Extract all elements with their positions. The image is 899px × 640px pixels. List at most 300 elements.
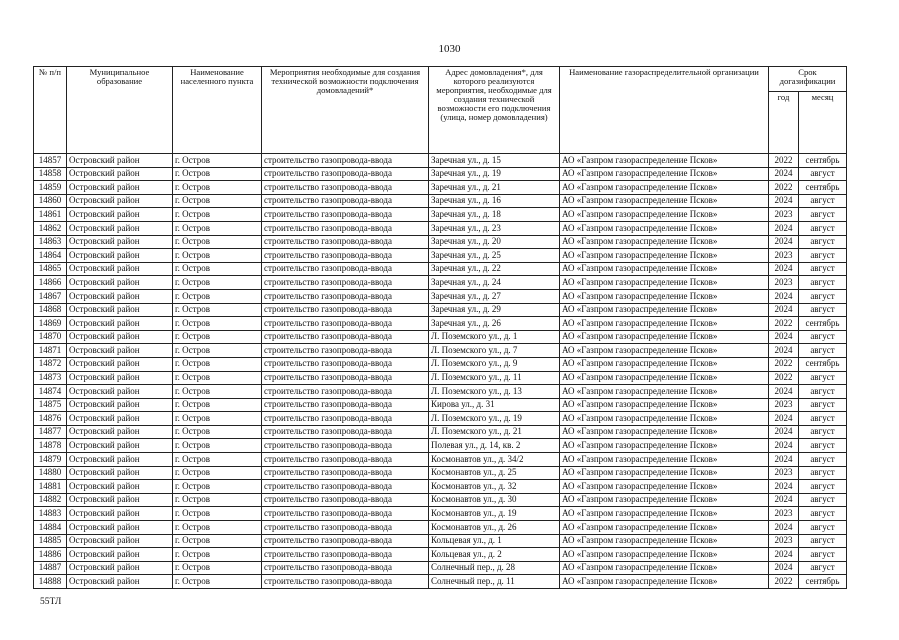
cell-month: август: [799, 412, 847, 426]
cell-municipality: Островский район: [67, 548, 173, 562]
table-row: [34, 208, 847, 222]
cell-municipality: Островский район: [67, 221, 173, 235]
cell-municipality: Островский район: [67, 208, 173, 222]
cell-month: август: [799, 208, 847, 222]
header-address: Адрес домовладения*, для которого реализуются мероприятия, необходимые для создания технической возможности его подключения (улица, номер домовладения): [429, 67, 560, 154]
cell-month: август: [799, 439, 847, 453]
cell-settlement: г. Остров: [173, 344, 262, 358]
cell-municipality: Островский район: [67, 276, 173, 290]
cell-month: август: [799, 466, 847, 480]
table-row: [34, 439, 847, 453]
cell-municipality: Островский район: [67, 398, 173, 412]
cell-municipality: Островский район: [67, 167, 173, 181]
cell-num: 14888: [34, 575, 67, 589]
cell-settlement: г. Остров: [173, 493, 262, 507]
cell-organization: АО «Газпром газораспределение Псков»: [560, 561, 769, 575]
cell-address: Заречная ул., д. 18: [429, 208, 560, 222]
cell-settlement: г. Остров: [173, 534, 262, 548]
table-row: [34, 548, 847, 562]
cell-measure: строительство газопровода-ввода: [262, 154, 429, 168]
cell-num: 14877: [34, 425, 67, 439]
cell-measure: строительство газопровода-ввода: [262, 371, 429, 385]
header-municipality: Муниципальное образование: [67, 67, 173, 154]
cell-year: 2024: [769, 412, 799, 426]
cell-settlement: г. Остров: [173, 330, 262, 344]
cell-year: 2024: [769, 194, 799, 208]
cell-organization: АО «Газпром газораспределение Псков»: [560, 344, 769, 358]
cell-municipality: Островский район: [67, 317, 173, 331]
cell-year: 2022: [769, 317, 799, 331]
cell-measure: строительство газопровода-ввода: [262, 262, 429, 276]
cell-address: Заречная ул., д. 25: [429, 249, 560, 263]
cell-month: август: [799, 507, 847, 521]
cell-year: 2024: [769, 521, 799, 535]
cell-num: 14859: [34, 181, 67, 195]
cell-year: 2023: [769, 507, 799, 521]
cell-num: 14873: [34, 371, 67, 385]
cell-municipality: Островский район: [67, 371, 173, 385]
cell-year: 2024: [769, 262, 799, 276]
cell-measure: строительство газопровода-ввода: [262, 344, 429, 358]
cell-month: август: [799, 344, 847, 358]
table-row: [34, 289, 847, 303]
cell-address: Заречная ул., д. 23: [429, 221, 560, 235]
cell-month: август: [799, 303, 847, 317]
header-organization: Наименование газораспределительной организации: [560, 67, 769, 154]
cell-settlement: г. Остров: [173, 154, 262, 168]
cell-organization: АО «Газпром газораспределение Псков»: [560, 330, 769, 344]
cell-organization: АО «Газпром газораспределение Псков»: [560, 317, 769, 331]
cell-organization: АО «Газпром газораспределение Псков»: [560, 276, 769, 290]
cell-num: 14865: [34, 262, 67, 276]
cell-num: 14886: [34, 548, 67, 562]
cell-municipality: Островский район: [67, 480, 173, 494]
cell-organization: АО «Газпром газораспределение Псков»: [560, 249, 769, 263]
cell-year: 2024: [769, 303, 799, 317]
cell-address: Л. Поземского ул., д. 1: [429, 330, 560, 344]
table-row: [34, 480, 847, 494]
cell-year: 2022: [769, 154, 799, 168]
cell-month: август: [799, 480, 847, 494]
cell-settlement: г. Остров: [173, 371, 262, 385]
cell-municipality: Островский район: [67, 507, 173, 521]
cell-address: Космонавтов ул., д. 34/2: [429, 453, 560, 467]
cell-num: 14884: [34, 521, 67, 535]
cell-num: 14879: [34, 453, 67, 467]
cell-num: 14868: [34, 303, 67, 317]
cell-num: 14885: [34, 534, 67, 548]
cell-settlement: г. Остров: [173, 289, 262, 303]
cell-organization: АО «Газпром газораспределение Псков»: [560, 235, 769, 249]
cell-month: август: [799, 235, 847, 249]
cell-municipality: Островский район: [67, 330, 173, 344]
document-code: 55ТЛ: [40, 597, 62, 607]
cell-municipality: Островский район: [67, 194, 173, 208]
cell-organization: АО «Газпром газораспределение Псков»: [560, 167, 769, 181]
table-row: [34, 194, 847, 208]
cell-num: 14864: [34, 249, 67, 263]
cell-address: Кирова ул., д. 31: [429, 398, 560, 412]
table-row: [34, 371, 847, 385]
cell-organization: АО «Газпром газораспределение Псков»: [560, 534, 769, 548]
cell-organization: АО «Газпром газораспределение Псков»: [560, 548, 769, 562]
cell-measure: строительство газопровода-ввода: [262, 289, 429, 303]
cell-municipality: Островский район: [67, 154, 173, 168]
cell-address: Заречная ул., д. 22: [429, 262, 560, 276]
cell-municipality: Островский район: [67, 412, 173, 426]
header-year: год: [769, 92, 799, 154]
cell-address: Полевая ул., д. 14, кв. 2: [429, 439, 560, 453]
header-month: месяц: [799, 92, 847, 154]
cell-num: 14869: [34, 317, 67, 331]
cell-measure: строительство газопровода-ввода: [262, 221, 429, 235]
cell-address: Солнечный пер., д. 28: [429, 561, 560, 575]
cell-year: 2022: [769, 575, 799, 589]
table-row: [34, 167, 847, 181]
cell-month: август: [799, 262, 847, 276]
cell-measure: строительство газопровода-ввода: [262, 357, 429, 371]
cell-organization: АО «Газпром газораспределение Псков»: [560, 289, 769, 303]
cell-year: 2024: [769, 439, 799, 453]
table-row: [34, 385, 847, 399]
cell-month: август: [799, 561, 847, 575]
cell-year: 2023: [769, 534, 799, 548]
cell-num: 14878: [34, 439, 67, 453]
cell-organization: АО «Газпром газораспределение Псков»: [560, 493, 769, 507]
cell-measure: строительство газопровода-ввода: [262, 425, 429, 439]
cell-measure: строительство газопровода-ввода: [262, 507, 429, 521]
cell-year: 2024: [769, 548, 799, 562]
cell-settlement: г. Остров: [173, 480, 262, 494]
header-settlement: Наименование населенного пункта: [173, 67, 262, 154]
cell-measure: строительство газопровода-ввода: [262, 385, 429, 399]
cell-year: 2023: [769, 276, 799, 290]
table-row: [34, 507, 847, 521]
cell-municipality: Островский район: [67, 249, 173, 263]
cell-num: 14870: [34, 330, 67, 344]
cell-address: Л. Поземского ул., д. 13: [429, 385, 560, 399]
cell-year: 2024: [769, 425, 799, 439]
cell-month: август: [799, 371, 847, 385]
cell-settlement: г. Остров: [173, 507, 262, 521]
table-row: [34, 262, 847, 276]
cell-organization: АО «Газпром газораспределение Псков»: [560, 371, 769, 385]
cell-address: Л. Поземского ул., д. 7: [429, 344, 560, 358]
cell-address: Заречная ул., д. 15: [429, 154, 560, 168]
table-body: [34, 154, 847, 589]
cell-measure: строительство газопровода-ввода: [262, 480, 429, 494]
table-row: [34, 181, 847, 195]
cell-settlement: г. Остров: [173, 412, 262, 426]
table-row: [34, 534, 847, 548]
cell-address: Л. Поземского ул., д. 21: [429, 425, 560, 439]
cell-num: 14874: [34, 385, 67, 399]
cell-month: сентябрь: [799, 357, 847, 371]
cell-organization: АО «Газпром газораспределение Псков»: [560, 480, 769, 494]
cell-organization: АО «Газпром газораспределение Псков»: [560, 194, 769, 208]
cell-year: 2024: [769, 561, 799, 575]
cell-settlement: г. Остров: [173, 208, 262, 222]
cell-year: 2022: [769, 357, 799, 371]
cell-municipality: Островский район: [67, 561, 173, 575]
cell-month: сентябрь: [799, 575, 847, 589]
table-row: [34, 303, 847, 317]
header-num: № п/п: [34, 67, 67, 154]
cell-year: 2023: [769, 466, 799, 480]
cell-measure: строительство газопровода-ввода: [262, 194, 429, 208]
table-row: [34, 221, 847, 235]
cell-num: 14860: [34, 194, 67, 208]
cell-year: 2024: [769, 344, 799, 358]
cell-settlement: г. Остров: [173, 181, 262, 195]
cell-organization: АО «Газпром газораспределение Псков»: [560, 439, 769, 453]
cell-month: август: [799, 425, 847, 439]
cell-address: Заречная ул., д. 21: [429, 181, 560, 195]
cell-settlement: г. Остров: [173, 425, 262, 439]
cell-settlement: г. Остров: [173, 262, 262, 276]
table-row: [34, 344, 847, 358]
cell-num: 14867: [34, 289, 67, 303]
cell-municipality: Островский район: [67, 344, 173, 358]
cell-address: Солнечный пер., д. 11: [429, 575, 560, 589]
cell-measure: строительство газопровода-ввода: [262, 398, 429, 412]
cell-organization: АО «Газпром газораспределение Псков»: [560, 303, 769, 317]
cell-municipality: Островский район: [67, 466, 173, 480]
cell-municipality: Островский район: [67, 303, 173, 317]
cell-organization: АО «Газпром газораспределение Псков»: [560, 208, 769, 222]
cell-settlement: г. Остров: [173, 453, 262, 467]
cell-municipality: Островский район: [67, 493, 173, 507]
table-row: [34, 453, 847, 467]
cell-month: сентябрь: [799, 181, 847, 195]
cell-year: 2024: [769, 289, 799, 303]
table-row: [34, 154, 847, 168]
cell-measure: строительство газопровода-ввода: [262, 276, 429, 290]
cell-year: 2023: [769, 398, 799, 412]
cell-num: 14857: [34, 154, 67, 168]
cell-municipality: Островский район: [67, 521, 173, 535]
cell-address: Космонавтов ул., д. 30: [429, 493, 560, 507]
cell-month: август: [799, 521, 847, 535]
cell-address: Заречная ул., д. 16: [429, 194, 560, 208]
cell-measure: строительство газопровода-ввода: [262, 453, 429, 467]
table-row: [34, 575, 847, 589]
cell-month: август: [799, 330, 847, 344]
cell-num: 14876: [34, 412, 67, 426]
table-row: [34, 466, 847, 480]
cell-municipality: Островский район: [67, 289, 173, 303]
cell-organization: АО «Газпром газораспределение Псков»: [560, 221, 769, 235]
cell-year: 2023: [769, 208, 799, 222]
cell-address: Заречная ул., д. 19: [429, 167, 560, 181]
cell-address: Космонавтов ул., д. 32: [429, 480, 560, 494]
table-row: [34, 412, 847, 426]
cell-organization: АО «Газпром газораспределение Псков»: [560, 181, 769, 195]
cell-month: август: [799, 167, 847, 181]
cell-settlement: г. Остров: [173, 303, 262, 317]
cell-settlement: г. Остров: [173, 575, 262, 589]
cell-measure: строительство газопровода-ввода: [262, 249, 429, 263]
cell-measure: строительство газопровода-ввода: [262, 575, 429, 589]
cell-organization: АО «Газпром газораспределение Псков»: [560, 385, 769, 399]
cell-measure: строительство газопровода-ввода: [262, 330, 429, 344]
cell-organization: АО «Газпром газораспределение Псков»: [560, 154, 769, 168]
cell-month: сентябрь: [799, 154, 847, 168]
cell-address: Л. Поземского ул., д. 11: [429, 371, 560, 385]
cell-num: 14875: [34, 398, 67, 412]
cell-month: август: [799, 548, 847, 562]
cell-settlement: г. Остров: [173, 439, 262, 453]
cell-measure: строительство газопровода-ввода: [262, 208, 429, 222]
cell-month: август: [799, 249, 847, 263]
cell-settlement: г. Остров: [173, 548, 262, 562]
header-measures: Мероприятия необходимые для создания технической возможности подключения домовладений*: [262, 67, 429, 154]
cell-municipality: Островский район: [67, 262, 173, 276]
cell-month: август: [799, 194, 847, 208]
page-number: 1030: [438, 43, 461, 55]
cell-settlement: г. Остров: [173, 357, 262, 371]
cell-num: 14863: [34, 235, 67, 249]
cell-year: 2022: [769, 371, 799, 385]
cell-measure: строительство газопровода-ввода: [262, 167, 429, 181]
cell-year: 2024: [769, 480, 799, 494]
cell-municipality: Островский район: [67, 235, 173, 249]
cell-address: Л. Поземского ул., д. 19: [429, 412, 560, 426]
cell-month: август: [799, 221, 847, 235]
cell-organization: АО «Газпром газораспределение Псков»: [560, 398, 769, 412]
cell-address: Кольцевая ул., д. 1: [429, 534, 560, 548]
cell-measure: строительство газопровода-ввода: [262, 548, 429, 562]
cell-settlement: г. Остров: [173, 167, 262, 181]
cell-measure: строительство газопровода-ввода: [262, 521, 429, 535]
cell-settlement: г. Остров: [173, 317, 262, 331]
cell-municipality: Островский район: [67, 357, 173, 371]
cell-address: Заречная ул., д. 27: [429, 289, 560, 303]
header-deadline: Срок догазификации: [769, 67, 847, 92]
table-row: [34, 398, 847, 412]
cell-settlement: г. Остров: [173, 466, 262, 480]
cell-organization: АО «Газпром газораспределение Псков»: [560, 262, 769, 276]
cell-municipality: Островский район: [67, 439, 173, 453]
cell-settlement: г. Остров: [173, 249, 262, 263]
cell-measure: строительство газопровода-ввода: [262, 412, 429, 426]
cell-measure: строительство газопровода-ввода: [262, 303, 429, 317]
cell-address: Заречная ул., д. 20: [429, 235, 560, 249]
cell-organization: АО «Газпром газораспределение Псков»: [560, 357, 769, 371]
table-row: [34, 317, 847, 331]
cell-month: август: [799, 493, 847, 507]
cell-address: Космонавтов ул., д. 19: [429, 507, 560, 521]
cell-year: 2024: [769, 221, 799, 235]
cell-measure: строительство газопровода-ввода: [262, 534, 429, 548]
cell-num: 14880: [34, 466, 67, 480]
table-row: [34, 561, 847, 575]
cell-year: 2024: [769, 385, 799, 399]
cell-organization: АО «Газпром газораспределение Псков»: [560, 412, 769, 426]
cell-address: Космонавтов ул., д. 25: [429, 466, 560, 480]
table-row: [34, 425, 847, 439]
cell-num: 14881: [34, 480, 67, 494]
cell-measure: строительство газопровода-ввода: [262, 235, 429, 249]
cell-num: 14861: [34, 208, 67, 222]
table-row: [34, 249, 847, 263]
cell-num: 14883: [34, 507, 67, 521]
cell-address: Л. Поземского ул., д. 9: [429, 357, 560, 371]
cell-measure: строительство газопровода-ввода: [262, 466, 429, 480]
cell-year: 2023: [769, 249, 799, 263]
cell-month: август: [799, 398, 847, 412]
gasification-table: [33, 66, 847, 589]
table-row: [34, 276, 847, 290]
cell-measure: строительство газопровода-ввода: [262, 493, 429, 507]
cell-month: сентябрь: [799, 317, 847, 331]
cell-address: Космонавтов ул., д. 26: [429, 521, 560, 535]
cell-municipality: Островский район: [67, 534, 173, 548]
cell-year: 2024: [769, 235, 799, 249]
cell-num: 14872: [34, 357, 67, 371]
cell-num: 14862: [34, 221, 67, 235]
cell-municipality: Островский район: [67, 425, 173, 439]
table-row: [34, 357, 847, 371]
cell-settlement: г. Остров: [173, 276, 262, 290]
cell-measure: строительство газопровода-ввода: [262, 561, 429, 575]
table-row: [34, 521, 847, 535]
cell-address: Заречная ул., д. 26: [429, 317, 560, 331]
cell-address: Заречная ул., д. 29: [429, 303, 560, 317]
cell-num: 14882: [34, 493, 67, 507]
cell-organization: АО «Газпром газораспределение Псков»: [560, 453, 769, 467]
cell-month: август: [799, 453, 847, 467]
cell-month: август: [799, 289, 847, 303]
cell-month: август: [799, 385, 847, 399]
cell-num: 14871: [34, 344, 67, 358]
cell-settlement: г. Остров: [173, 194, 262, 208]
cell-address: Кольцевая ул., д. 2: [429, 548, 560, 562]
cell-year: 2022: [769, 181, 799, 195]
cell-settlement: г. Остров: [173, 561, 262, 575]
cell-municipality: Островский район: [67, 575, 173, 589]
cell-num: 14866: [34, 276, 67, 290]
cell-organization: АО «Газпром газораспределение Псков»: [560, 521, 769, 535]
cell-municipality: Островский район: [67, 385, 173, 399]
cell-month: август: [799, 534, 847, 548]
cell-address: Заречная ул., д. 24: [429, 276, 560, 290]
cell-municipality: Островский район: [67, 181, 173, 195]
table-row: [34, 235, 847, 249]
table-row: [34, 330, 847, 344]
cell-municipality: Островский район: [67, 453, 173, 467]
cell-year: 2024: [769, 330, 799, 344]
cell-year: 2024: [769, 167, 799, 181]
cell-organization: АО «Газпром газораспределение Псков»: [560, 466, 769, 480]
cell-measure: строительство газопровода-ввода: [262, 317, 429, 331]
cell-settlement: г. Остров: [173, 398, 262, 412]
cell-settlement: г. Остров: [173, 235, 262, 249]
table-row: [34, 493, 847, 507]
cell-settlement: г. Остров: [173, 521, 262, 535]
cell-organization: АО «Газпром газораспределение Псков»: [560, 507, 769, 521]
cell-organization: АО «Газпром газораспределение Псков»: [560, 425, 769, 439]
cell-settlement: г. Остров: [173, 385, 262, 399]
cell-measure: строительство газопровода-ввода: [262, 439, 429, 453]
cell-measure: строительство газопровода-ввода: [262, 181, 429, 195]
cell-year: 2024: [769, 453, 799, 467]
cell-month: август: [799, 276, 847, 290]
cell-num: 14858: [34, 167, 67, 181]
cell-settlement: г. Остров: [173, 221, 262, 235]
cell-organization: АО «Газпром газораспределение Псков»: [560, 575, 769, 589]
cell-num: 14887: [34, 561, 67, 575]
